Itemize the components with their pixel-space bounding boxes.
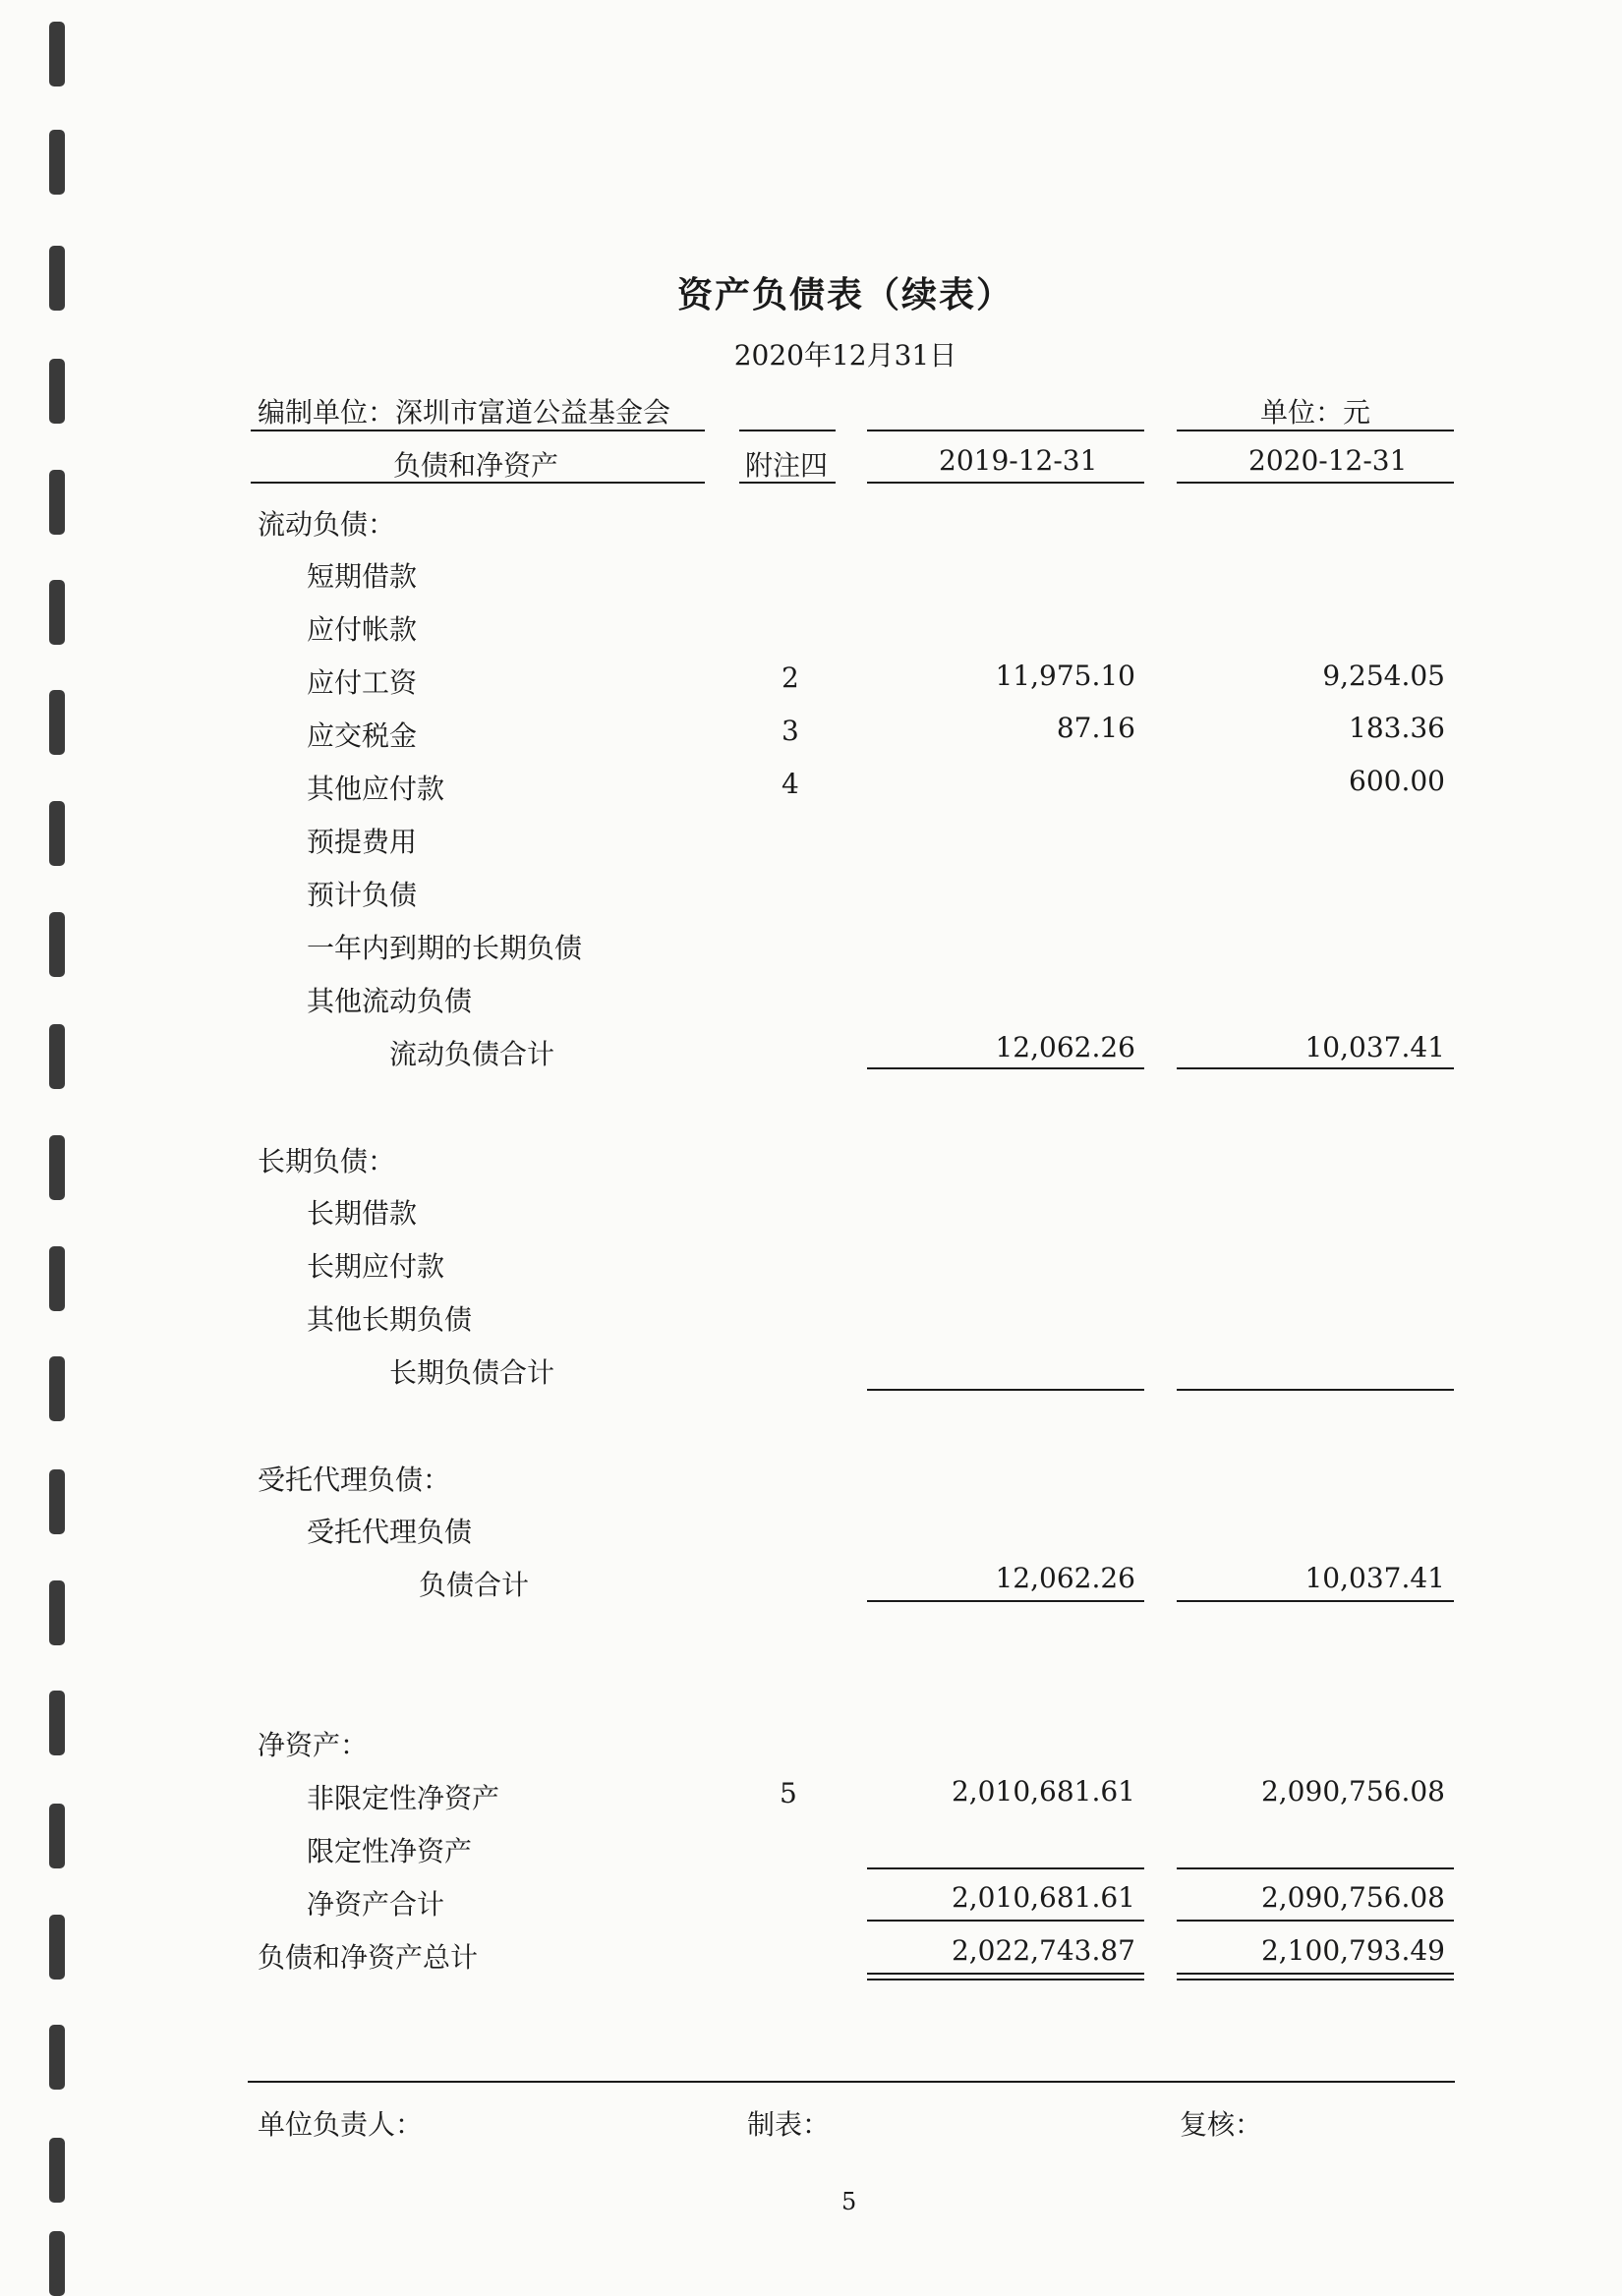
net-assets-total-label: 净资产合计 bbox=[307, 1888, 445, 1921]
rule bbox=[867, 1600, 1144, 1602]
section-heading-long-term-liabilities: 长期负债： bbox=[258, 1145, 396, 1177]
reporting-entity: 编制单位：深圳市富道公益基金会 bbox=[258, 396, 671, 429]
column-header-2020: 2020-12-31 bbox=[1248, 444, 1408, 477]
double-rule bbox=[1177, 1973, 1454, 1980]
value-2019: 2,010,681.61 bbox=[951, 1775, 1135, 1808]
column-header-note: 附注四 bbox=[745, 449, 829, 482]
row-label: 预提费用 bbox=[307, 826, 418, 858]
rule bbox=[1177, 1389, 1454, 1391]
grand-total-label: 负债和净资产总计 bbox=[258, 1941, 479, 1974]
rule bbox=[1177, 1867, 1454, 1869]
signature-head: 单位负责人： bbox=[258, 2108, 424, 2141]
rule bbox=[739, 430, 836, 431]
section-heading-net-assets: 净资产： bbox=[258, 1729, 369, 1761]
document-title: 资产负债表（续表） bbox=[676, 274, 1014, 316]
row-label: 其他长期负债 bbox=[307, 1303, 473, 1336]
rule bbox=[867, 1389, 1144, 1391]
row-label: 受托代理负债 bbox=[307, 1516, 473, 1548]
rule bbox=[739, 482, 836, 484]
column-header-item: 负债和净资产 bbox=[393, 449, 559, 482]
double-rule bbox=[867, 1973, 1144, 1980]
value-2020: 600.00 bbox=[1349, 765, 1445, 797]
net-assets-total-2020: 2,090,756.08 bbox=[1260, 1881, 1445, 1914]
subtotal-2020: 10,037.41 bbox=[1304, 1031, 1445, 1063]
row-note: 5 bbox=[780, 1777, 797, 1809]
value-2020: 183.36 bbox=[1349, 712, 1445, 744]
rule bbox=[1177, 430, 1454, 431]
row-label: 非限定性净资产 bbox=[307, 1782, 500, 1814]
value-2020: 9,254.05 bbox=[1322, 660, 1445, 692]
rule bbox=[251, 430, 705, 431]
value-2019: 11,975.10 bbox=[995, 660, 1135, 692]
total-liabilities-2020: 10,037.41 bbox=[1304, 1562, 1445, 1594]
value-2020: 2,090,756.08 bbox=[1260, 1775, 1445, 1808]
rule bbox=[1177, 1067, 1454, 1069]
grand-total-2019: 2,022,743.87 bbox=[951, 1934, 1135, 1967]
value-2019: 87.16 bbox=[1056, 712, 1135, 744]
section-heading-trust-liabilities: 受托代理负债： bbox=[258, 1464, 451, 1496]
rule bbox=[1177, 482, 1454, 484]
total-liabilities-2019: 12,062.26 bbox=[995, 1562, 1135, 1594]
subtotal-label: 长期负债合计 bbox=[389, 1356, 555, 1389]
signature-preparer: 制表： bbox=[747, 2108, 831, 2141]
row-label: 应付工资 bbox=[307, 666, 418, 699]
row-note: 2 bbox=[782, 661, 799, 694]
row-label: 其他流动负债 bbox=[307, 985, 473, 1017]
row-label: 长期借款 bbox=[307, 1197, 418, 1230]
row-note: 3 bbox=[782, 715, 799, 747]
page-number: 5 bbox=[841, 2188, 857, 2215]
subtotal-2019: 12,062.26 bbox=[995, 1031, 1135, 1063]
row-label: 短期借款 bbox=[307, 560, 418, 593]
report-date: 2020年12月31日 bbox=[733, 339, 957, 372]
net-assets-total-2019: 2,010,681.61 bbox=[951, 1881, 1135, 1914]
row-label: 预计负债 bbox=[307, 879, 418, 911]
rule bbox=[1177, 1600, 1454, 1602]
row-label: 限定性净资产 bbox=[307, 1835, 473, 1867]
column-header-2019: 2019-12-31 bbox=[939, 444, 1098, 477]
row-note: 4 bbox=[782, 768, 799, 800]
grand-total-2020: 2,100,793.49 bbox=[1260, 1934, 1445, 1967]
section-heading-current-liabilities: 流动负债： bbox=[258, 508, 396, 541]
total-liabilities-label: 负债合计 bbox=[419, 1569, 530, 1601]
rule bbox=[867, 1920, 1144, 1922]
row-label: 一年内到期的长期负债 bbox=[307, 932, 583, 964]
row-label: 应付帐款 bbox=[307, 613, 418, 646]
signature-reviewer: 复核： bbox=[1180, 2108, 1263, 2141]
rule bbox=[1177, 1920, 1454, 1922]
row-label: 应交税金 bbox=[307, 719, 418, 752]
currency-unit: 单位：元 bbox=[1260, 396, 1371, 429]
rule bbox=[867, 482, 1144, 484]
row-label: 其他应付款 bbox=[307, 773, 445, 805]
rule bbox=[867, 1867, 1144, 1869]
subtotal-label: 流动负债合计 bbox=[389, 1038, 555, 1070]
row-label: 长期应付款 bbox=[307, 1250, 445, 1283]
rule bbox=[251, 482, 705, 484]
footer-rule bbox=[248, 2081, 1455, 2083]
rule bbox=[867, 1067, 1144, 1069]
rule bbox=[867, 430, 1144, 431]
